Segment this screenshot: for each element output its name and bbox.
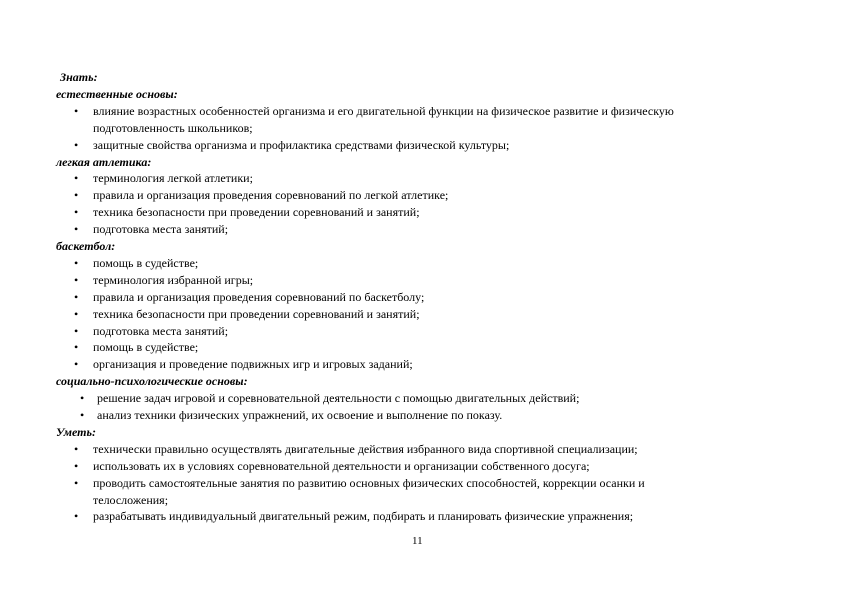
list-item: анализ техники физических упражнений, их освоение и выполнение по показу. xyxy=(97,408,503,422)
list-item-continuation: подготовленность школьников; xyxy=(93,120,253,135)
list-item: терминология легкой атлетики; xyxy=(93,171,253,186)
bullet-icon: • xyxy=(74,255,79,270)
list-item: терминология избранной игры; xyxy=(93,272,254,287)
bullet-icon: • xyxy=(74,340,79,355)
bullet-icon: • xyxy=(80,391,85,406)
section-heading: естественные основы: xyxy=(56,86,178,101)
section-heading: Уметь: xyxy=(56,424,96,439)
bullet-icon: • xyxy=(74,441,79,456)
bullet-icon: • xyxy=(74,357,79,372)
list-item: техника безопасности при проведении соревнований и занятий; xyxy=(93,205,420,220)
list-item-continuation: телосложения; xyxy=(93,492,169,507)
page-number: 11 xyxy=(412,535,423,547)
bullet-icon: • xyxy=(74,272,79,287)
list-item: решение задач игровой и соревновательной деятельности с помощью двигательных действий; xyxy=(97,391,580,406)
list-item: правила и организация проведения соревнований по баскетболу; xyxy=(93,289,425,304)
bullet-icon: • xyxy=(74,103,79,118)
bullet-icon: • xyxy=(74,289,79,304)
list-item: влияние возрастных особенностей организма и его двигательной функции на физическое развитие и физическую xyxy=(93,103,674,118)
bullet-icon: • xyxy=(80,408,85,422)
list-item: помощь в судействе; xyxy=(93,255,199,270)
list-item: помощь в судействе; xyxy=(93,340,199,355)
list-item: правила и организация проведения соревнований по легкой атлетике; xyxy=(93,188,449,203)
bullet-icon: • xyxy=(74,171,79,186)
bullet-icon: • xyxy=(74,188,79,203)
bullet-icon: • xyxy=(74,306,79,321)
bullet-icon: • xyxy=(74,137,79,152)
list-item: использовать их в условиях соревновательной деятельности и организации собственного досуга; xyxy=(93,458,590,473)
bullet-icon: • xyxy=(74,222,79,237)
list-item: проводить самостоятельные занятия по развитию основных физических способностей, коррекции осанки и xyxy=(93,475,645,490)
bullet-icon: • xyxy=(74,509,79,524)
list-item: подготовка места занятий; xyxy=(93,222,229,237)
list-item: организация и проведение подвижных игр и игровых заданий; xyxy=(93,357,413,372)
list-item: техника безопасности при проведении соревнований и занятий; xyxy=(93,306,420,321)
list-item: технически правильно осуществлять двигательные действия избранного вида спортивной специализации; xyxy=(93,441,638,456)
list-item: подготовка места занятий; xyxy=(93,323,229,338)
bullet-icon: • xyxy=(74,458,79,473)
list-item: разрабатывать индивидуальный двигательный режим, подбирать и планировать физические упражнения; xyxy=(93,509,634,524)
bullet-icon: • xyxy=(74,205,79,220)
bullet-icon: • xyxy=(74,475,79,490)
section-heading: баскетбол: xyxy=(56,239,116,253)
section-heading: легкая атлетика: xyxy=(56,154,152,169)
bullet-icon: • xyxy=(74,323,79,338)
list-item: защитные свойства организма и профилактика средствами физической культуры; xyxy=(93,137,510,152)
section-heading: социально-психологические основы: xyxy=(56,374,248,389)
section-heading: Знать: xyxy=(60,70,98,84)
